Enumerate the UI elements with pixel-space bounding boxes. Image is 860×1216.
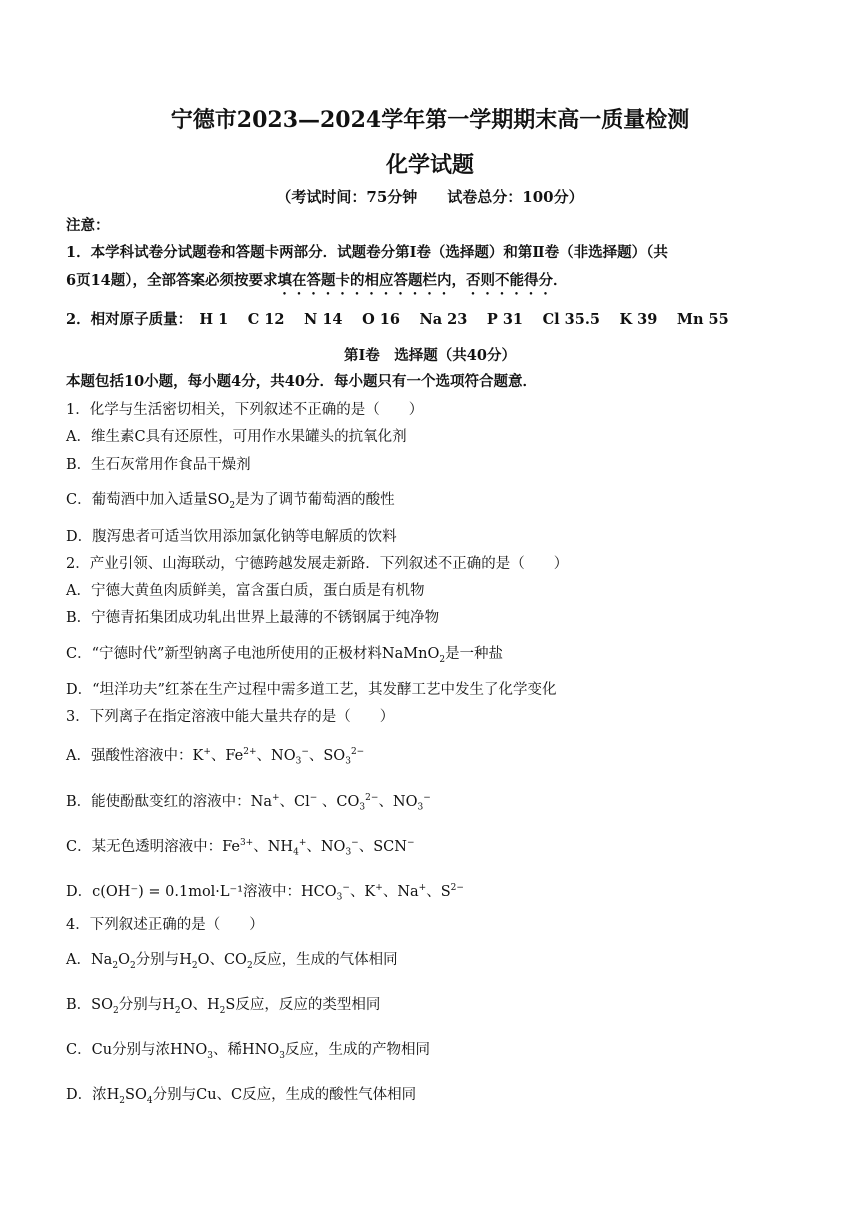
q4-option-a: A．$Na_2O_2$分别与$H_2O$、$CO_2$反应，生成的气体相同	[66, 952, 398, 971]
q1-option-c	[66, 490, 796, 516]
q1-option-b: B．生石灰常用作食品干燥剂	[66, 457, 251, 473]
q3-d-expression: c(OH⁻) = 0.1mol·L⁻¹	[92, 883, 244, 900]
q3-option-c: C．某无色透明溶液中：$Fe^{3+}$、$NH_4^+$、$NO_3^-$、SCN−	[66, 838, 415, 858]
section-1-intro: 本题包括10小题，每小题4分，共40分．每小题只有一个选项符合题意．	[66, 373, 537, 390]
exam-title: 宁德市2023—2024学年第一学期期末高一质量检测	[170, 107, 690, 133]
q1-option-a: A．维生素C具有还原性，可用作水果罐头的抗氧化剂	[66, 429, 407, 445]
note-1-line-2	[66, 271, 796, 298]
note-2-atomic-masses: 2．相对原子质量： H 1 C 12 N 14 O 16 Na 23 P 31 Cl 35.5 K 39 Mn 55	[66, 311, 729, 328]
note-1-line-1: 1．本学科试卷分试题卷和答题卡两部分．试题卷分第Ⅰ卷（选择题）和第Ⅱ卷（非选择题）（共	[66, 244, 668, 261]
q2-stem: 2．产业引领、山海联动，宁德跨越发展走新路．下列叙述不正确的是（ ）	[66, 556, 569, 572]
q3-option-a: A．强酸性溶液中：K+、$Fe^{2+}$、$NO_3^-$、$SO_3^{2-}$	[66, 747, 365, 767]
q4-option-c: C．Cu分别与浓$HNO_3$、稀$HNO_3$反应，生成的产物相同	[66, 1042, 430, 1061]
q3-option-b: B．能使酚酞变红的溶液中：Na+、Cl− 、$CO_3^{2-}$、$NO_3^-$	[66, 793, 431, 813]
q3-stem: 3．下列离子在指定溶液中能大量共存的是（ ）	[66, 709, 395, 725]
q1-c-formula: $SO_2$	[207, 492, 236, 511]
q3-option-d: D．c(OH⁻) = 0.1mol·L⁻¹溶液中：$HCO_3^-$、K+、Na+、$S^{2-}$	[66, 883, 464, 903]
subject-title: 化学试题	[385, 152, 474, 178]
q4-option-b: B．$SO_2$分别与$H_2O$、$H_2S$反应，反应的类型相同	[66, 997, 381, 1016]
note-1-text-a: 6页14题），全部答案必须按要求	[66, 272, 278, 289]
q2-option-b: B．宁德青拓集团成功轧出世界上最薄的不锈钢属于纯净物	[66, 610, 440, 626]
note-1-text-c: ．	[553, 272, 568, 289]
section-1-title: 第Ⅰ卷 选择题（共40分）	[344, 347, 516, 364]
exam-info: （考试时间：75分钟 试卷总分：100分）	[276, 188, 584, 206]
q1-c-post: 是为了调节葡萄酒的酸性	[235, 492, 395, 508]
q1-option-d: D．腹泻患者可适当饮用添加氯化钠等电解质的饮料	[66, 529, 397, 545]
q2-option-a: A．宁德大黄鱼肉质鲜美，富含蛋白质，蛋白质是有机物	[66, 583, 425, 599]
q1-c-pre: C．葡萄酒中加入适量	[66, 492, 208, 508]
q2-c-post: 是一种盐	[445, 646, 504, 662]
note-1-text-b: ，	[451, 272, 467, 289]
q1-stem: 1．化学与生活密切相关，下列叙述不正确的是（ ）	[66, 402, 424, 418]
notes-label: 注意：	[66, 217, 110, 234]
q4-option-d: D．浓$H_2SO_4$分别与Cu、C反应，生成的酸性气体相同	[66, 1087, 417, 1106]
q4-stem: 4．下列叙述正确的是（ ）	[66, 917, 264, 933]
q2-option-c	[66, 644, 796, 670]
q2-c-pre: C．“宁德时代”新型钠离子电池所使用的正极材料	[66, 646, 382, 662]
q2-c-formula: NaMnO$_2$	[381, 646, 446, 665]
note-1-emphasis-2: 否则不能得分	[466, 272, 554, 289]
q2-option-d: D．“坦洋功夫”红茶在生产过程中需多道工艺，其发酵工艺中发生了化学变化	[66, 682, 557, 698]
note-1-emphasis-1: 填在答题卡的相应答题栏内	[277, 272, 452, 289]
